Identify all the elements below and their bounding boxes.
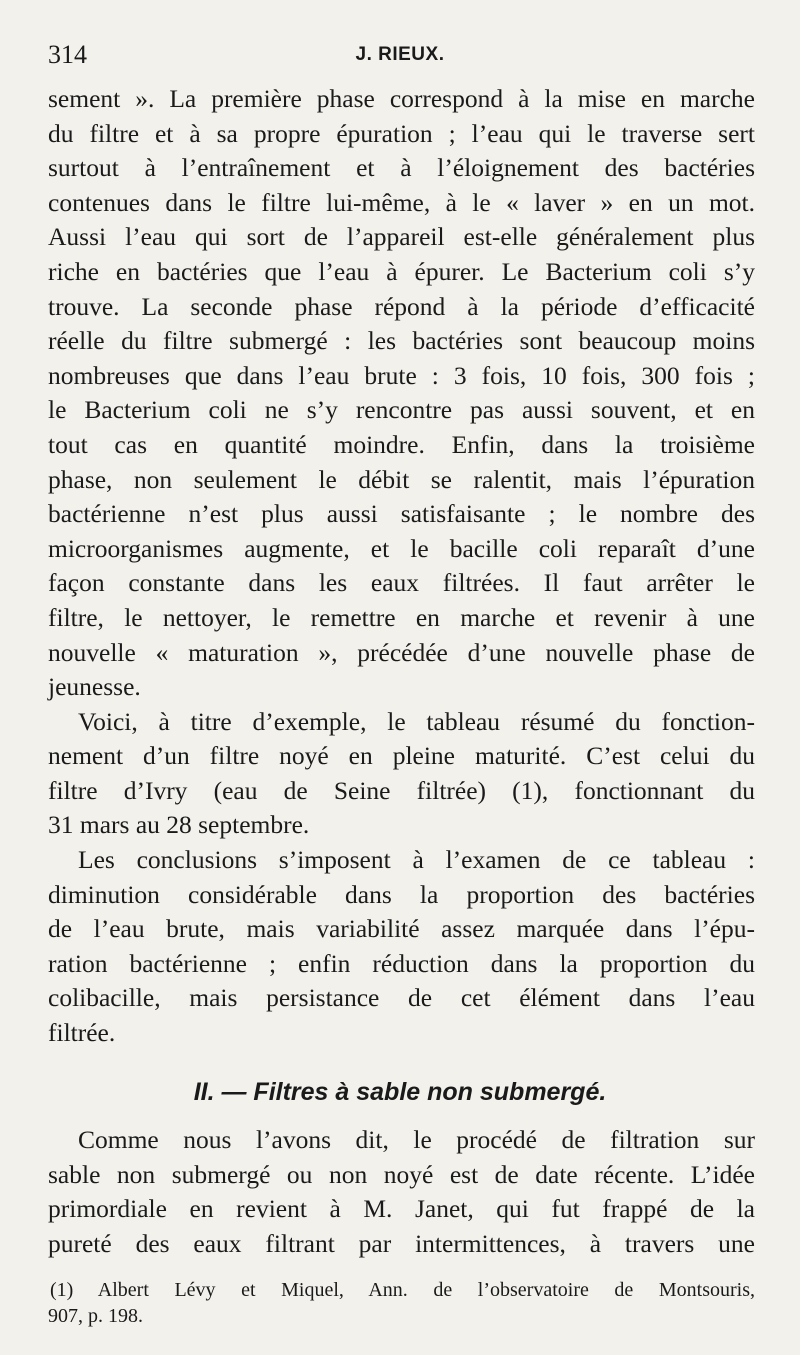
text-line: de l’eau brute, mais variabilité assez marquée dans l’épu- bbox=[48, 914, 755, 944]
text-line: primordiale en revient à M. Janet, qui fut frappé de la bbox=[48, 1194, 755, 1224]
text-line: sement ». La première phase correspond à la mise en marche bbox=[48, 84, 755, 113]
text-line: diminution considérable dans la proportion des bactéries bbox=[48, 879, 755, 909]
section-heading: II. — Filtres à sable non submergé. bbox=[193, 1078, 607, 1106]
text-line: Les conclusions s’imposent à l’examen de ce tableau : bbox=[78, 845, 755, 875]
text-line: 31 mars au 28 septembre. bbox=[48, 810, 310, 840]
text-line: colibacille, mais persistance de cet élément dans l’eau bbox=[48, 983, 755, 1013]
text-line: ration bactérienne ; enfin réduction dans la proportion du bbox=[48, 948, 755, 978]
page-header bbox=[48, 40, 752, 76]
text-line: Voici, à titre d’exemple, le tableau résumé du fonction- bbox=[78, 706, 755, 736]
text-line: surtout à l’entraînement et à l’éloignement des bactéries bbox=[48, 153, 755, 183]
text-line: microorganismes augmente, et le bacille coli reparaît d’une bbox=[48, 533, 755, 563]
text-line: le Bacterium coli ne s’y rencontre pas aussi souvent, et en bbox=[48, 395, 755, 425]
text-line: nement d’un filtre noyé en pleine maturité. C’est celui du bbox=[48, 741, 755, 771]
text-line: filtre d’Ivry (eau de Seine filtrée) (1), fonctionnant du bbox=[48, 775, 755, 805]
text-line: bactérienne n’est plus aussi satisfaisante ; le nombre des bbox=[48, 499, 755, 529]
text-line: Aussi l’eau qui sort de l’appareil est-elle généralement plus bbox=[48, 222, 755, 252]
text-line: filtrée. bbox=[48, 1018, 116, 1048]
footnote-line: 907, p. 198. bbox=[48, 1305, 143, 1327]
text-line: contenues dans le filtre lui-même, à le « laver » en un mot. bbox=[48, 187, 755, 217]
footnote bbox=[48, 1277, 755, 1329]
text-line: phase, non seulement le débit se ralentit, mais l’épuration bbox=[48, 464, 755, 494]
text-line: trouve. La seconde phase répond à la période d’efficacité bbox=[48, 291, 755, 321]
text-line: filtre, le nettoyer, le remettre en marche et revenir à une bbox=[48, 602, 755, 632]
body-text bbox=[48, 82, 755, 1051]
text-line: nombreuses que dans l’eau brute : 3 fois, 10 fois, 300 fois ; bbox=[48, 360, 755, 390]
text-line: tout cas en quantité moindre. Enfin, dans la troisième bbox=[48, 429, 755, 459]
text-line: pureté des eaux filtrant par intermittences, à travers une bbox=[48, 1228, 755, 1258]
text-line: façon constante dans les eaux filtrées. Il faut arrêter le bbox=[48, 568, 755, 598]
text-line: nouvelle « maturation », précédée d’une nouvelle phase de bbox=[48, 637, 755, 667]
footnote-line: (1) Albert Lévy et Miquel, Ann. de l’observatoire de Montsouris, bbox=[50, 1279, 755, 1301]
text-line: réelle du filtre submergé : les bactéries sont beaucoup moins bbox=[48, 326, 755, 356]
text-line: du filtre et à sa propre épuration ; l’eau qui le traverse sert bbox=[48, 118, 755, 148]
text-line: riche en bactéries que l’eau à épurer. Le Bacterium coli s’y bbox=[48, 256, 755, 286]
body-text-continued bbox=[48, 1123, 755, 1261]
page-number: 314 bbox=[48, 40, 87, 69]
running-head: J. RIEUX. bbox=[355, 44, 445, 65]
text-line: jeunesse. bbox=[48, 672, 141, 702]
text-line: Comme nous l’avons dit, le procédé de filtration sur bbox=[78, 1125, 755, 1154]
text-line: sable non submergé ou non noyé est de date récente. L’idée bbox=[48, 1159, 755, 1189]
